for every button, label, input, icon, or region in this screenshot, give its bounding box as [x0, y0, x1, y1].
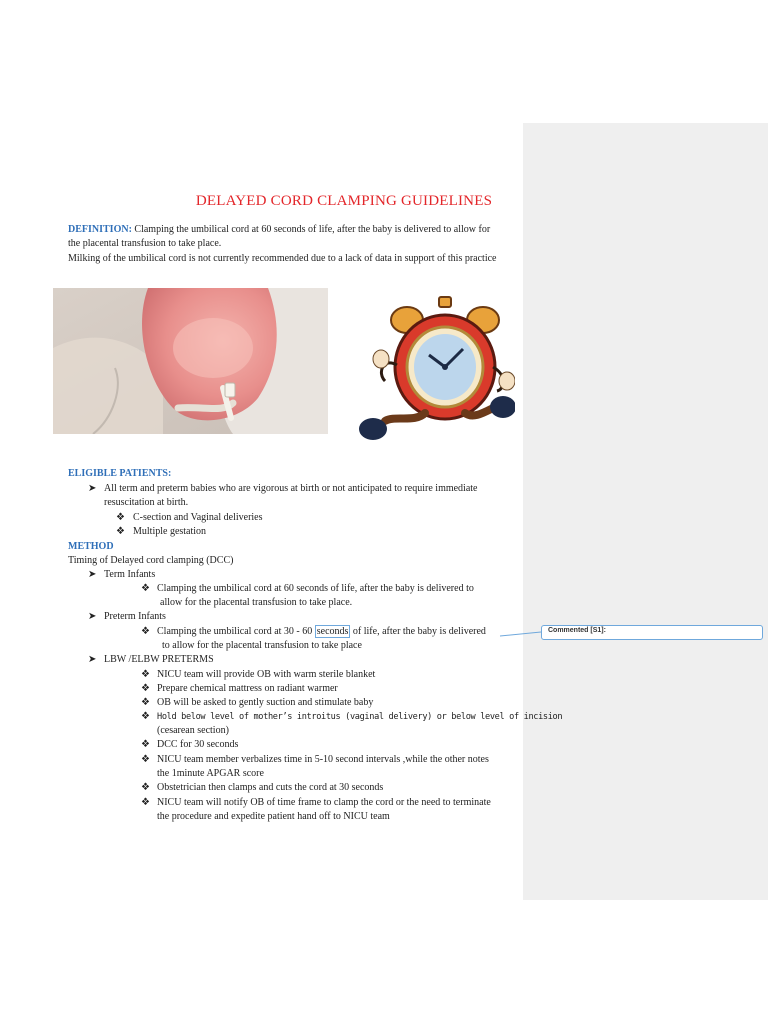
- diamond-bullet-icon: ❖: [116, 526, 125, 537]
- preterm-line-1-a: Clamping the umbilical cord at 30 - 60: [157, 626, 315, 637]
- term-line-1: Clamping the umbilical cord at 60 seconds of life, after the baby is delivered to: [157, 583, 474, 594]
- diamond-bullet-icon: ❖: [116, 512, 125, 523]
- lbw-item-1: NICU team will provide OB with warm sterile blanket: [157, 669, 376, 680]
- definition-label: DEFINITION: [68, 224, 129, 235]
- lbw-obstetrician: Obstetrician then clamps and cuts the cord at 30 seconds: [157, 782, 384, 793]
- page-title: DELAYED CORD CLAMPING GUIDELINES: [195, 193, 493, 209]
- lbw-verbal-line-1: NICU team member verbalizes time in 5-10 second intervals ,while the other notes: [157, 754, 489, 765]
- eligible-sub-1: C-section and Vaginal deliveries: [133, 512, 263, 523]
- term-line-2: allow for the placental transfusion to take place.: [160, 597, 353, 608]
- term-infants-label: Term Infants: [104, 569, 156, 580]
- preterm-line-2: to allow for the placental transfusion to take place: [162, 640, 362, 651]
- definition-colon: :: [128, 224, 132, 235]
- definition-text-1: Clamping the umbilical cord at 60 seconds of life, after the baby is delivered to allow for: [134, 224, 491, 235]
- preterm-line-1-b: of life, after the baby is delivered: [350, 626, 486, 637]
- eligible-colon: :: [167, 468, 172, 479]
- lbw-notify-line-1: NICU team will notify OB of time frame to clamp the cord or the need to terminate: [157, 797, 491, 808]
- arrow-bullet-icon: ➤: [88, 483, 97, 494]
- diamond-bullet-icon: ❖: [141, 626, 150, 637]
- comment-label: Commented [S1]:: [548, 627, 606, 634]
- arrow-bullet-icon: ➤: [88, 611, 97, 622]
- diamond-bullet-icon: ❖: [141, 739, 150, 750]
- diamond-bullet-icon: ❖: [141, 583, 150, 594]
- diamond-bullet-icon: ❖: [141, 754, 150, 765]
- lbw-hold-line-2: (cesarean section): [157, 725, 229, 736]
- diamond-bullet-icon: ❖: [141, 797, 150, 808]
- lbw-hold-line-1: Hold below level of mother’s introitus (vaginal delivery) or below level of incision: [157, 712, 563, 722]
- definition-line-2: the placental transfusion to take place.: [68, 238, 222, 249]
- lbw-dcc: DCC for 30 seconds: [157, 739, 239, 750]
- definition-line-3: Milking of the umbilical cord is not currently recommended due to a lack of data in support of this practice: [68, 253, 497, 264]
- method-heading: METHOD: [68, 541, 114, 552]
- arrow-bullet-icon: ➤: [88, 569, 97, 580]
- diamond-bullet-icon: ❖: [141, 782, 150, 793]
- arrow-bullet-icon: ➤: [88, 654, 97, 665]
- lbw-item-2: Prepare chemical mattress on radiant warmer: [157, 683, 338, 694]
- method-intro: Timing of Delayed cord clamping (DCC): [68, 555, 234, 566]
- eligible-heading: ELIGIBLE PATIENTS: [68, 468, 168, 479]
- commented-text-highlight[interactable]: seconds: [316, 626, 349, 637]
- lbw-verbal-line-2: the 1minute APGAR score: [157, 768, 264, 779]
- lbw-label: LBW /ELBW PRETERMS: [104, 654, 214, 665]
- diamond-bullet-icon: ❖: [141, 697, 150, 708]
- eligible-item-1-cont: resuscitation at birth.: [104, 497, 189, 508]
- lbw-notify-line-2: the procedure and expedite patient hand off to NICU team: [157, 811, 390, 822]
- diamond-bullet-icon: ❖: [141, 711, 150, 722]
- eligible-item-1: All term and preterm babies who are vigorous at birth or not anticipated to require immediate: [104, 483, 478, 494]
- lbw-item-3: OB will be asked to gently suction and stimulate baby: [157, 697, 374, 708]
- eligible-sub-2: Multiple gestation: [133, 526, 207, 537]
- diamond-bullet-icon: ❖: [141, 669, 150, 680]
- diamond-bullet-icon: ❖: [141, 683, 150, 694]
- preterm-infants-label: Preterm Infants: [104, 611, 166, 622]
